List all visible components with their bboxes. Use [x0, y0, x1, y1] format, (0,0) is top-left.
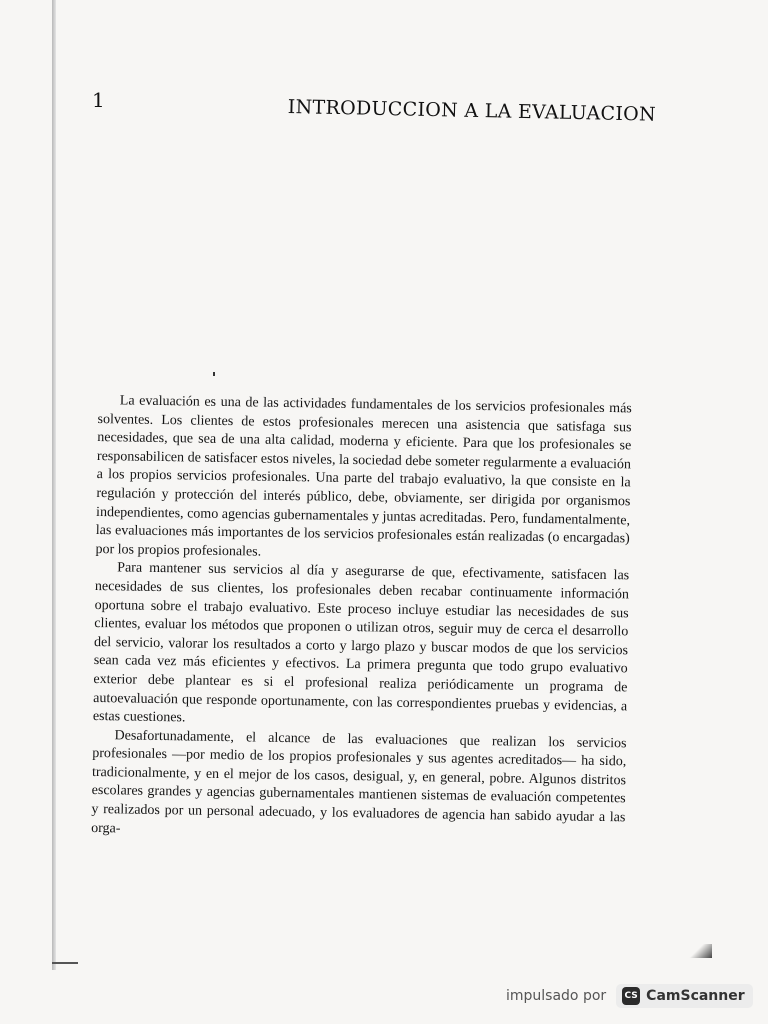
- paragraph: Para mantener sus servicios al día y asegurarse de que, efectivamente, satisfacen las necesidades de sus clientes, los profesionales deben recabar continuamente información oportuna sobre el trabajo evaluativo. Este proceso incluye estudiar las necesidades de sus clientes, evaluar los métodos que proponen o utilizan otros, seguir muy de cerca el desarrollo del servicio, valorar los resultados a corto y largo plazo y buscar modos de que los servicios sean cada vez más eficientes y efectivos. La primera pregunta que todo grupo evaluativo exterior debe plantear es si el profesional realiza periódicamente un programa de autoevaluación que responde oportunamente, con las correspondientes pruebas y evidencias, a estas cuestiones.: [92, 560, 630, 726]
- chapter-title: INTRODUCCION A LA EVALUACION: [287, 96, 657, 126]
- page-corner-mark: [52, 962, 78, 964]
- body-text: [91, 392, 632, 847]
- camscanner-logo-icon: CS: [622, 987, 640, 1005]
- powered-by-label: impulsado por: [506, 988, 607, 1004]
- scanner-watermark: [506, 984, 753, 1008]
- camscanner-badge[interactable]: [616, 984, 752, 1008]
- stray-mark: [213, 372, 215, 376]
- page-corner-shadow: [688, 944, 712, 958]
- page-binding-edge: [52, 0, 56, 970]
- paragraph: Desafortunadamente, el alcance de las evaluaciones que realizan los servicios profesionales —por medio de los propios profesionales y sus agentes acreditados— ha sido, tradicionalmente, y en el mejor de los casos, desigual, y, en general, pobre. Algunos distritos escolares grandes y agencias gubernamentales mantienen sistemas de evaluación competentes y realizados por un personal adecuado, y los evaluadores de agencia han sabido ayudar a las orga-: [91, 727, 627, 837]
- chapter-number: 1: [92, 88, 105, 112]
- camscanner-brand-name: CamScanner: [646, 988, 745, 1004]
- paragraph: La evaluación es una de las actividades fundamentales de los servicios profesionales más solventes. Los clientes de estos profesionales merecen una asistencia que satisfaga sus necesidades, que sea de una alta calidad, moderna y eficiente. Para que los profesionales se responsabilicen de satisfacer estos niveles, la sociedad debe someter regularmente a evaluación a los propios servicios profesionales. Una parte del trabajo evaluativo, la que consiste en la regulación y protección del interés público, debe, obviamente, ser dirigida por organismos independientes, como agencias gubernamentales y juntas acreditadas. Pero, fundamentalmente, las evaluaciones más importantes de los servicios profesionales están realizadas (o encargadas) por los propios profesionales.: [95, 393, 632, 560]
